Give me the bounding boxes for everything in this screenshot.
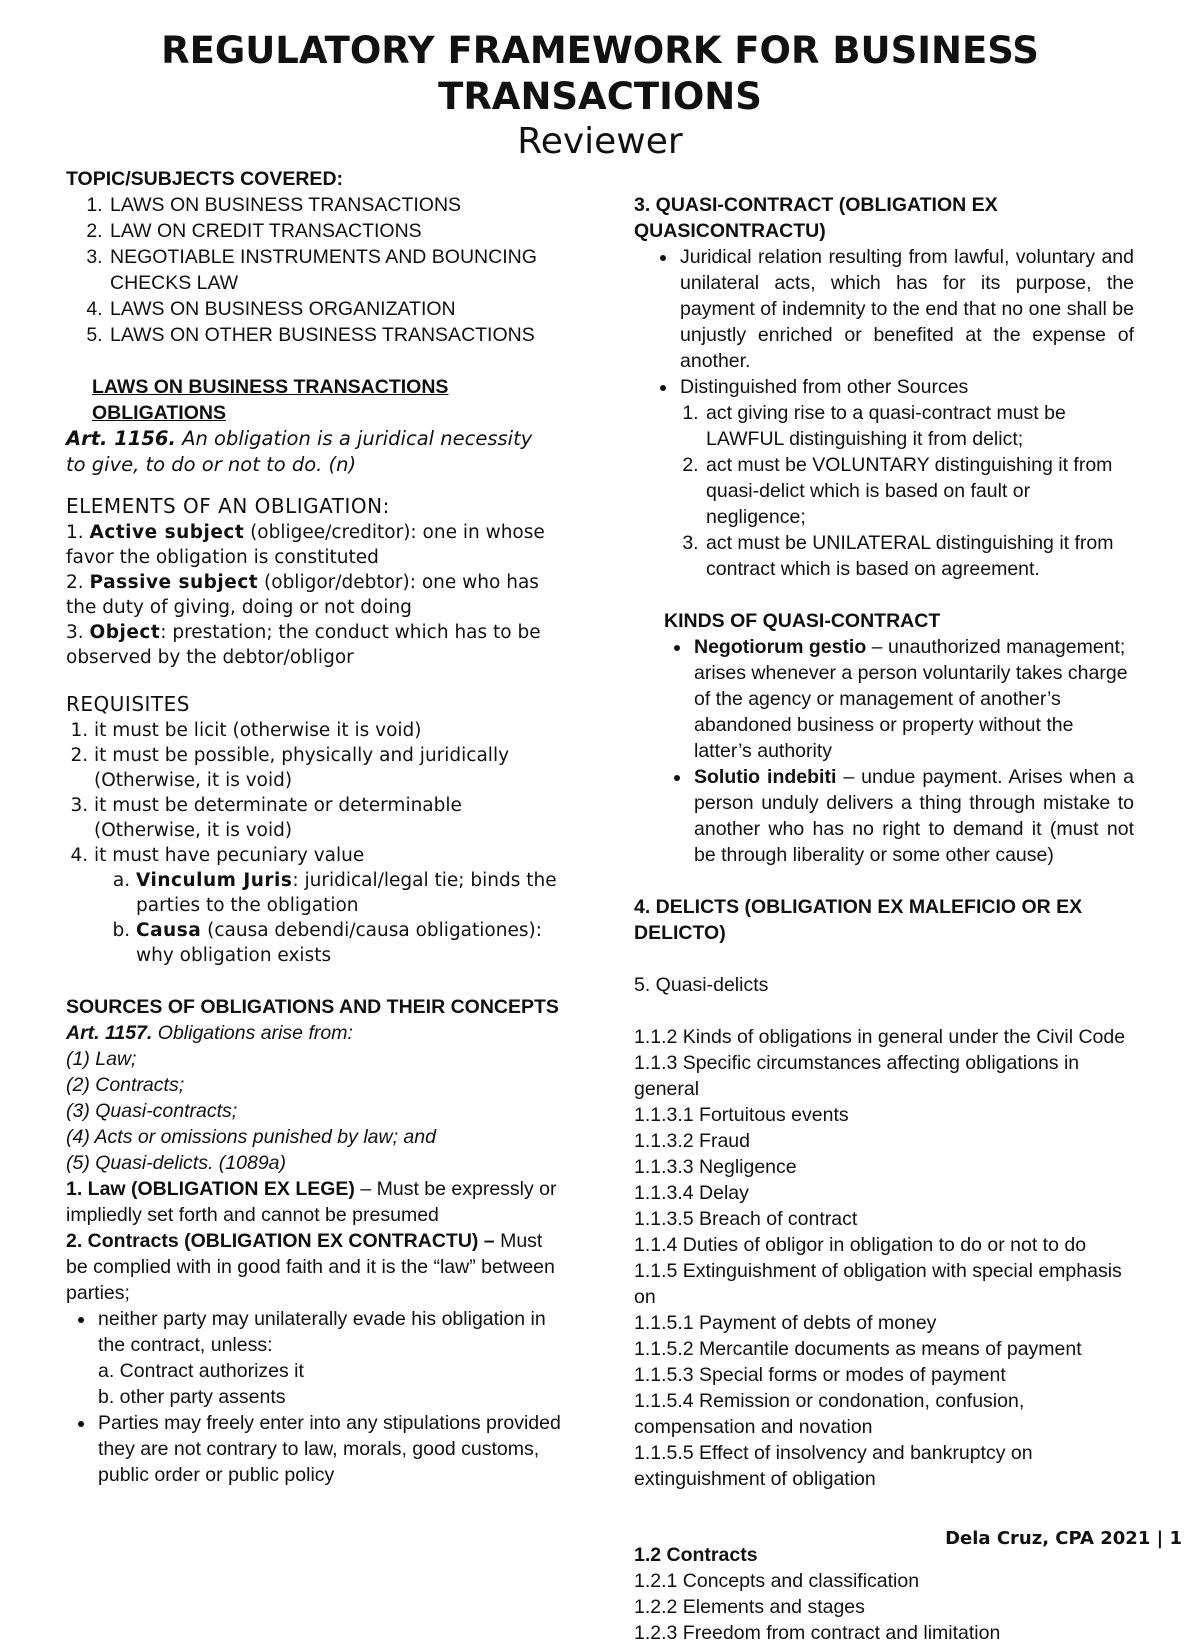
document-subtitle: Reviewer: [517, 121, 683, 162]
list-item: • Distinguished from other Sources: [678, 374, 1134, 400]
elements-heading: ELEMENTS OF AN OBLIGATION:: [66, 494, 390, 518]
contracts-bullets: [66, 1306, 566, 1488]
requisite-term: Causa: [136, 920, 202, 941]
list-item: 1.1.3.2 Fraud: [634, 1130, 750, 1152]
list-item: 1.1.3.1 Fortuitous events: [634, 1104, 849, 1126]
law-paragraph: 1. Law (OBLIGATION EX LEGE) – Must be expressly or impliedly set forth and cannot be presumed: [66, 1178, 557, 1226]
list-item: 3. act must be UNILATERAL distinguishing it from contract which is based on agreement.: [704, 530, 1134, 582]
quasi-distinctions: [634, 400, 1134, 582]
title-block: [0, 28, 1200, 164]
list-item: 1.1.5.1 Payment of debts of money: [634, 1312, 937, 1334]
list-item: 1.2.2 Elements and stages: [634, 1596, 865, 1618]
requisite-term: Vinculum Juris: [136, 870, 293, 891]
art-1156: [66, 426, 566, 452]
list-item: • Solutio indebiti – undue payment. Arises when a person unduly delivers a thing through mistake to another who has no right to demand it (must not be through liberality or some other cause): [692, 764, 1134, 868]
list-item: (5) Quasi-delicts. (1089a): [66, 1152, 287, 1174]
quasi-bullets: [634, 244, 1134, 400]
quasi-delicts: 5. Quasi-delicts: [634, 974, 769, 996]
requisites-heading: REQUISITES: [66, 692, 190, 716]
document-title: REGULATORY FRAMEWORK FOR BUSINESS TRANSACTIONS: [161, 29, 1039, 118]
list-item: 1. Active subject (obligee/creditor): one in whose: [66, 522, 545, 543]
art-1156-label: Art. 1156.: [66, 427, 176, 450]
contracts-outline-heading: 1.2 Contracts: [634, 1544, 758, 1566]
list-item: 1.1.5 Extinguishment of obligation with special emphasis on: [634, 1260, 1122, 1308]
list-item: 1.1.3 Specific circumstances affecting obligations in general: [634, 1052, 1080, 1100]
list-item: 1.1.4 Duties of obligor in obligation to do or not to do: [634, 1234, 1087, 1256]
list-item: 1.2.3 Freedom from contract and limitation: [634, 1622, 1001, 1644]
list-item: 3. NEGOTIABLE INSTRUMENTS AND BOUNCING CHECKS LAW: [108, 244, 566, 296]
art-1157: Art. 1157. Obligations arise from:: [66, 1022, 353, 1044]
list-item: 2. act must be VOLUNTARY distinguishing it from quasi-delict which is based on fault or negligence;: [704, 452, 1134, 530]
art-1156-text-cont: to give, to do or not to do. (n): [66, 453, 357, 476]
list-item: 3. it must be determinate or determinable (Otherwise, it is void): [94, 793, 566, 843]
list-item: 1.1.3.5 Breach of contract: [634, 1208, 858, 1230]
list-item-cont: favor the obligation is constituted: [66, 547, 379, 568]
list-item: 3. Object: prestation; the conduct which has to be: [66, 622, 541, 643]
element-term: Object: [89, 622, 161, 643]
list-item: • Parties may freely enter into any stipulations provided they are not contrary to law, morals, good customs, public order or public policy: [96, 1410, 566, 1488]
list-item: 4. LAWS ON BUSINESS ORGANIZATION: [108, 296, 566, 322]
list-item: 2. it must be possible, physically and juridically (Otherwise, it is void): [94, 743, 566, 793]
kinds-list: [634, 634, 1134, 868]
list-item: b. Causa (causa debendi/causa obligationes): why obligation exists: [136, 918, 566, 968]
element-term: Active subject: [89, 522, 245, 543]
list-item: • Juridical relation resulting from lawful, voluntary and unilateral acts, which has for its purpose, the payment of indemnity to the end that no one shall be unjustly enriched or benefited at the expense of another.: [678, 244, 1134, 374]
topics-list: [66, 192, 566, 348]
list-item: (4) Acts or omissions punished by law; and: [66, 1126, 436, 1148]
list-item: 5. LAWS ON OTHER BUSINESS TRANSACTIONS: [108, 322, 566, 348]
elements-list: [66, 520, 566, 670]
quasi-contract-heading: 3. QUASI-CONTRACT (OBLIGATION EX QUASICONTRACTU): [634, 194, 998, 242]
list-item-cont: observed by the debtor/obligor: [66, 647, 354, 668]
requisites-list: [66, 718, 566, 968]
list-item: 1.1.5.4 Remission or condonation, confusion, compensation and novation: [634, 1390, 1025, 1438]
list-item: 1.2.1 Concepts and classification: [634, 1570, 920, 1592]
page-footer: Dela Cruz, CPA 2021 | 1: [945, 1528, 1182, 1549]
list-item: 1.1.5.5 Effect of insolvency and bankruptcy on extinguishment of obligation: [634, 1442, 1033, 1490]
list-item: (2) Contracts;: [66, 1074, 185, 1096]
delicts-heading: 4. DELICTS (OBLIGATION EX MALEFICIO OR EX DELICTO): [634, 896, 1083, 944]
list-item: 2. Passive subject (obligor/debtor): one who has: [66, 572, 539, 593]
contracts-paragraph: 2. Contracts (OBLIGATION EX CONTRACTU) – Must be complied with in good faith and it is the “law” between parties;: [66, 1230, 555, 1304]
art-1157-label: Art. 1157.: [66, 1022, 153, 1044]
list-item: (1) Law;: [66, 1048, 137, 1070]
list-item: 1.1.2 Kinds of obligations in general under the Civil Code: [634, 1026, 1126, 1048]
list-item: 1.1.5.3 Special forms or modes of payment: [634, 1364, 1006, 1386]
list-item: 1.1.3.3 Negligence: [634, 1156, 797, 1178]
left-column: [66, 166, 566, 1488]
list-item: (3) Quasi-contracts;: [66, 1100, 238, 1122]
topics-heading: TOPIC/SUBJECTS COVERED:: [66, 168, 344, 190]
right-column: [634, 192, 1134, 1646]
sources-heading: SOURCES OF OBLIGATIONS AND THEIR CONCEPTS: [66, 996, 559, 1018]
list-item: 1. act giving rise to a quasi-contract must be LAWFUL distinguishing it from delict;: [704, 400, 1134, 452]
list-item: 1.1.5.2 Mercantile documents as means of payment: [634, 1338, 1082, 1360]
kinds-heading: KINDS OF QUASI-CONTRACT: [664, 610, 941, 632]
list-item: • Negotiorum gestio – unauthorized management; arises whenever a person voluntarily takes charge of the agency or management of another’s abandoned business or property without the latter’s authority: [692, 634, 1134, 764]
list-item: a. Vinculum Juris: juridical/legal tie; binds the parties to the obligation: [136, 868, 566, 918]
element-term: Passive subject: [89, 572, 259, 593]
list-item: • neither party may unilaterally evade his obligation in the contract, unless: a. Contract authorizes it b. other party assents: [96, 1306, 566, 1410]
art-1156-text: An obligation is a juridical necessity: [182, 427, 533, 450]
list-item: 2. LAW ON CREDIT TRANSACTIONS: [108, 218, 566, 244]
list-item-cont: the duty of giving, doing or not doing: [66, 597, 412, 618]
list-item: 1. it must be licit (otherwise it is void): [94, 718, 566, 743]
obligations-heading: LAWS ON BUSINESS TRANSACTIONS OBLIGATIONS: [92, 376, 449, 424]
list-item: 1. LAWS ON BUSINESS TRANSACTIONS: [108, 192, 566, 218]
outline-list: [634, 1024, 1134, 1492]
list-item: 1.1.3.4 Delay: [634, 1182, 749, 1204]
list-item: 4. it must have pecuniary value: [94, 843, 566, 868]
